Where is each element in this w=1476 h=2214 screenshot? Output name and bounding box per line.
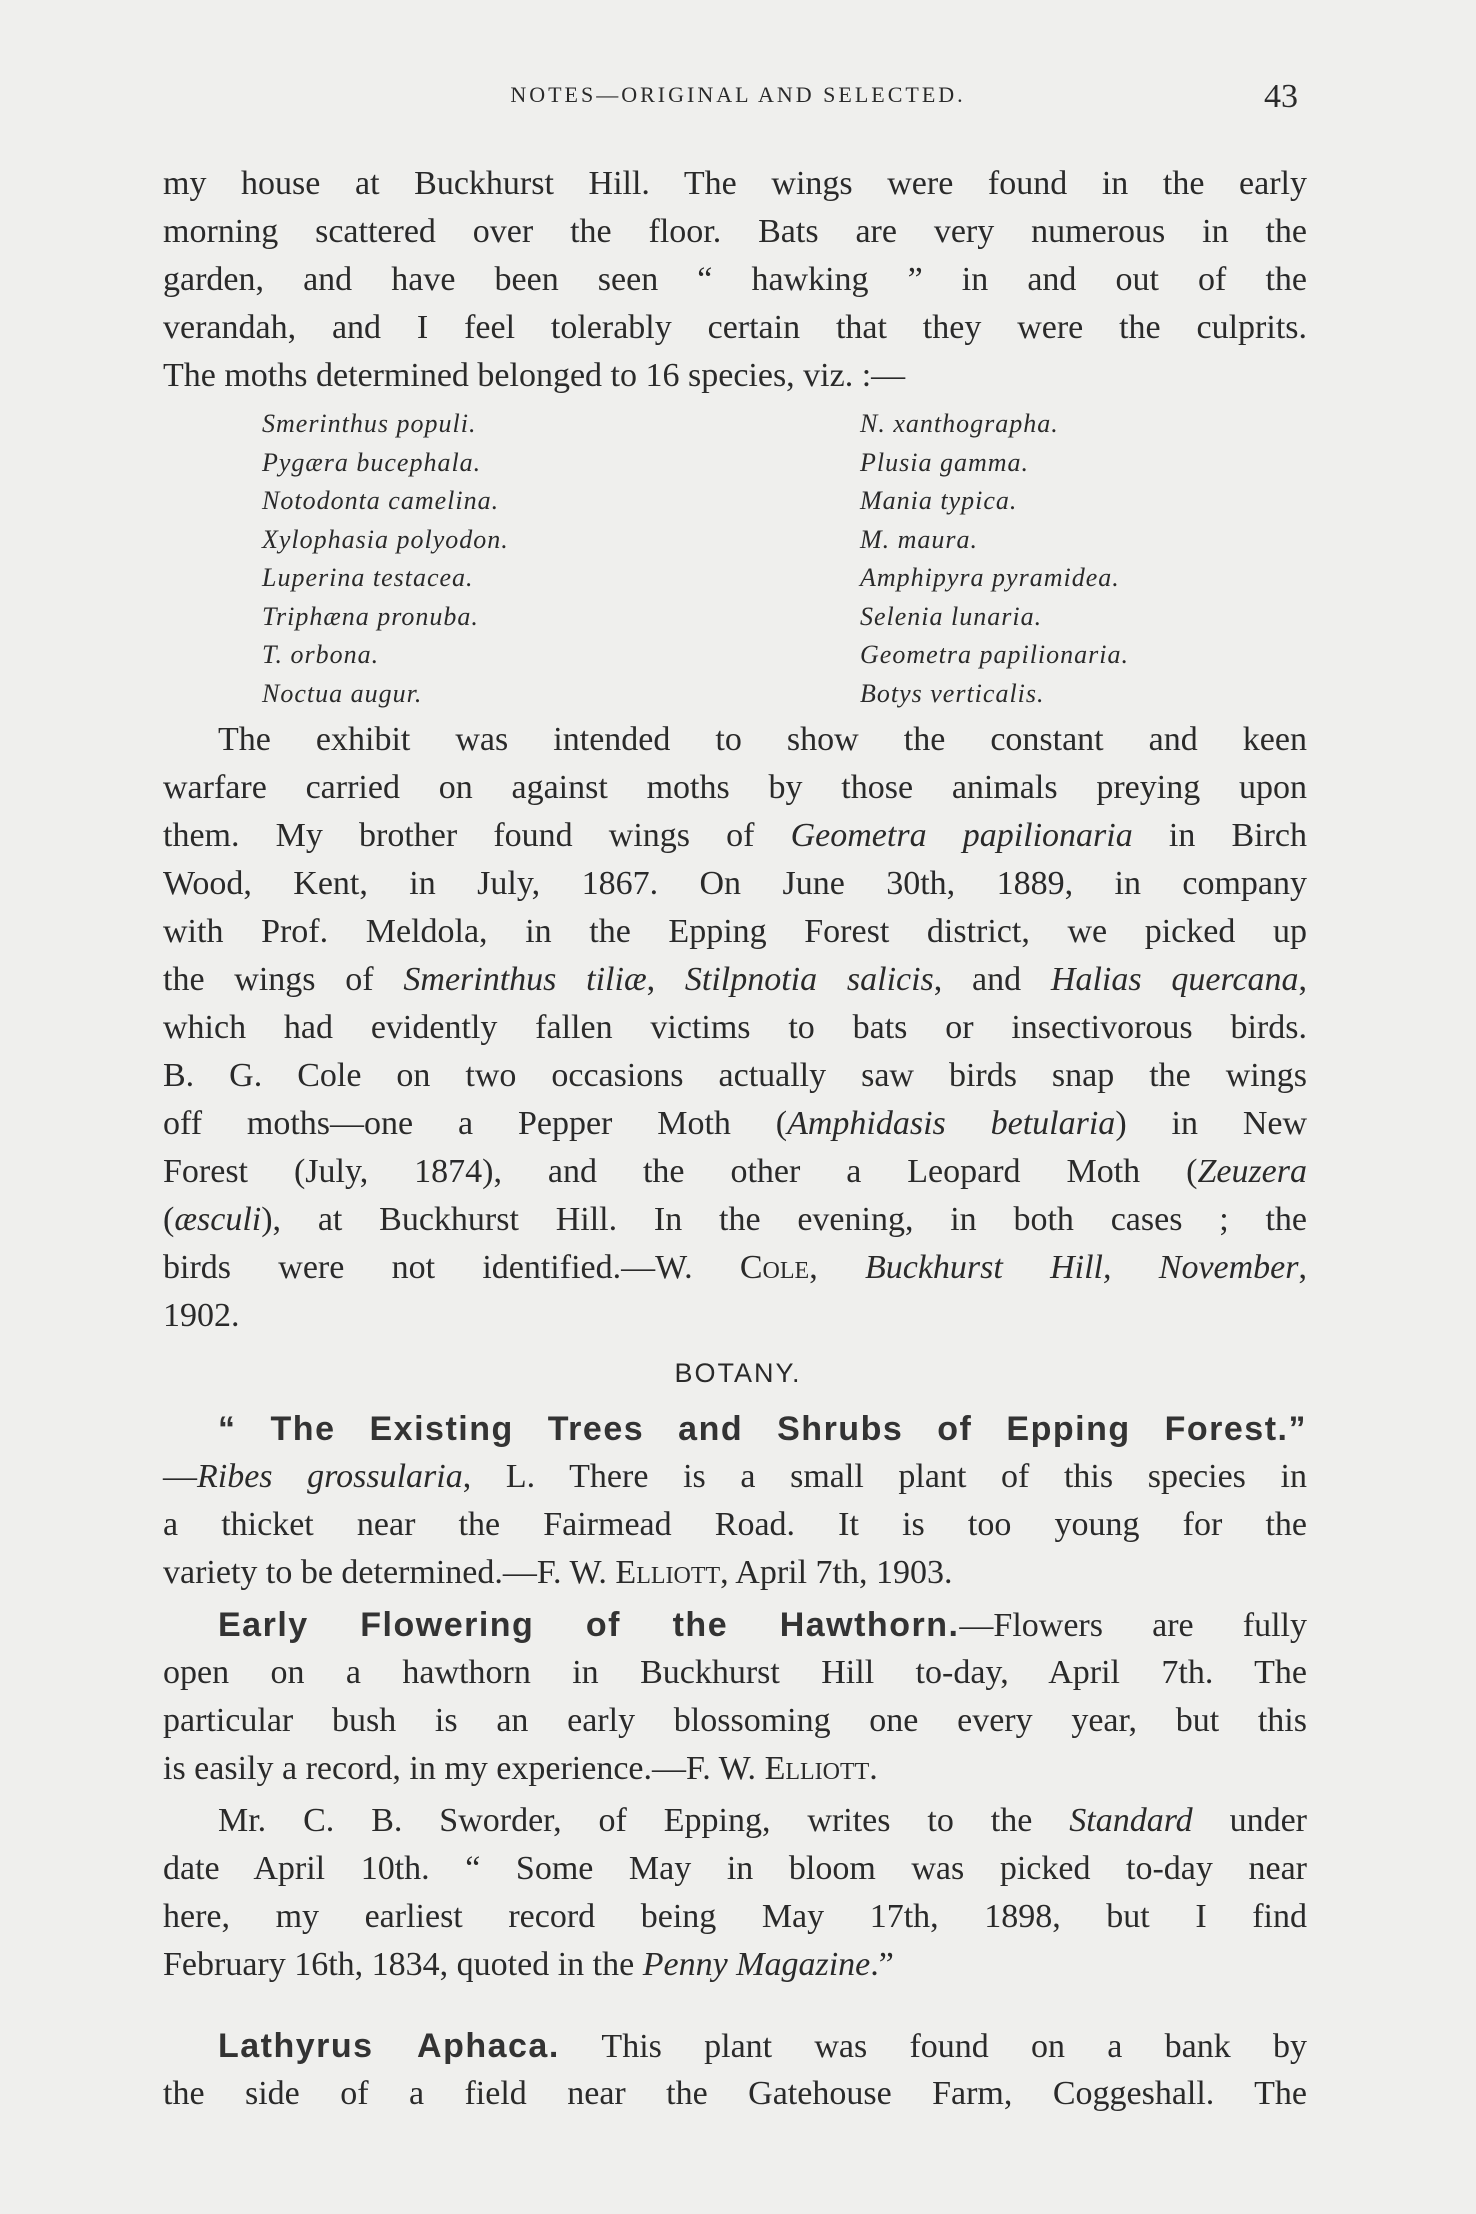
text-line: particular bush is an early blossoming one every year, but this (163, 1702, 1307, 1739)
species-item: Selenia lunaria. (860, 601, 1043, 631)
species-list-left (262, 405, 509, 713)
species-item: Plusia gamma. (860, 447, 1029, 477)
text-line: with Prof. Meldola, in the Epping Forest district, we picked up (163, 913, 1307, 950)
paragraph-lathyrus (163, 2022, 1307, 2118)
text-line: which had evidently fallen victims to bats or insectivorous birds. (163, 1009, 1307, 1046)
text-line: B. G. Cole on two occasions actually saw birds snap the wings (163, 1057, 1307, 1094)
species-list-right (860, 405, 1129, 713)
page-number: 43 (1264, 78, 1298, 115)
species-item: Mania typica. (860, 486, 1018, 515)
text-line: garden, and have been seen “ hawking ” in and out of the (163, 261, 1307, 298)
text-line: Wood, Kent, in July, 1867. On June 30th, 1889, in company (163, 865, 1307, 902)
text-line: 1902. (163, 1297, 240, 1334)
text-line: them. My brother found wings of Geometra papilionaria in Birch (163, 817, 1307, 854)
species-item: Geometra papilionaria. (860, 640, 1129, 669)
paragraph-bats (163, 160, 1307, 400)
text-line: off moths—one a Pepper Moth (Amphidasis betularia) in New (163, 1105, 1308, 1142)
species-item: Amphipyra pyramidea. (860, 563, 1120, 592)
note-title: “ The Existing Trees and Shrubs of Epping Forest.” (218, 1410, 1307, 1448)
text-line: February 16th, 1834, quoted in the Penny Magazine.” (163, 1946, 894, 1983)
text-line: birds were not identified.—W. Cole, Buckhurst Hill, November, (163, 1249, 1307, 1286)
text-line: Mr. C. B. Sworder, of Epping, writes to the Standard under (218, 1802, 1308, 1839)
species-item: Noctua augur. (262, 678, 423, 708)
text-line (163, 1405, 1307, 1453)
text-line: a thicket near the Fairmead Road. It is too young for the (163, 1506, 1307, 1543)
text-line: warfare carried on against moths by those animals preying upon (163, 769, 1307, 806)
text-line: here, my earliest record being May 17th, 1898, but I find (163, 1898, 1307, 1935)
paragraph-hawthorn (163, 1601, 1307, 1793)
text-line: morning scattered over the floor. Bats are very numerous in the (163, 213, 1307, 250)
text-line: Early Flowering of the Hawthorn.—Flowers are fully (218, 1606, 1307, 1644)
species-item: Luperina testacea. (262, 563, 474, 592)
note-title: Lathyrus Aphaca. (218, 2027, 560, 2065)
text-line: is easily a record, in my experience.—F. W. Elliott. (163, 1750, 878, 1787)
text-line: date April 10th. “ Some May in bloom was picked to-day near (163, 1850, 1307, 1887)
species-item: Xylophasia polyodon. (262, 524, 509, 554)
species-item: Triphæna pronuba. (262, 601, 479, 631)
text-line: the wings of Smerinthus tiliæ, Stilpnotia salicis, and Halias quercana, (163, 961, 1307, 998)
species-item: T. orbona. (262, 640, 380, 669)
text-line: open on a hawthorn in Buckhurst Hill to-day, April 7th. The (163, 1654, 1307, 1691)
text-line: variety to be determined.—F. W. Elliott, April 7th, 1903. (163, 1554, 953, 1591)
text-line: —Ribes grossularia, L. There is a small plant of this species in (163, 1458, 1307, 1495)
note-title: Early Flowering of the Hawthorn. (218, 1606, 960, 1644)
text-line: the side of a field near the Gatehouse Farm, Coggeshall. The (163, 2075, 1307, 2112)
paragraph-exhibit (163, 716, 1307, 1340)
species-item: Pygæra bucephala. (262, 447, 482, 477)
text-line: The exhibit was intended to show the constant and keen (218, 721, 1307, 758)
paragraph-sworder (163, 1797, 1307, 1989)
text-line: The moths determined belonged to 16 species, viz. :— (163, 357, 906, 394)
species-item: Notodonta camelina. (262, 486, 500, 515)
paragraph-trees-shrubs (163, 1405, 1307, 1597)
text-line: (æsculi), at Buckhurst Hill. In the evening, in both cases ; the (163, 1201, 1307, 1238)
text-line: Forest (July, 1874), and the other a Leopard Moth (Zeuzera (163, 1153, 1307, 1190)
running-head: NOTES—ORIGINAL AND SELECTED. (510, 82, 966, 107)
species-item: Smerinthus populi. (262, 409, 477, 438)
species-item: N. xanthographa. (860, 409, 1059, 438)
text-line: Lathyrus Aphaca. This plant was found on a bank by (218, 2027, 1307, 2065)
text-line: my house at Buckhurst Hill. The wings were found in the early (163, 165, 1307, 202)
species-item: M. maura. (860, 524, 979, 554)
text-line: verandah, and I feel tolerably certain that they were the culprits. (163, 309, 1307, 346)
section-heading-botany: BOTANY. (674, 1358, 802, 1388)
species-item: Botys verticalis. (860, 678, 1045, 708)
